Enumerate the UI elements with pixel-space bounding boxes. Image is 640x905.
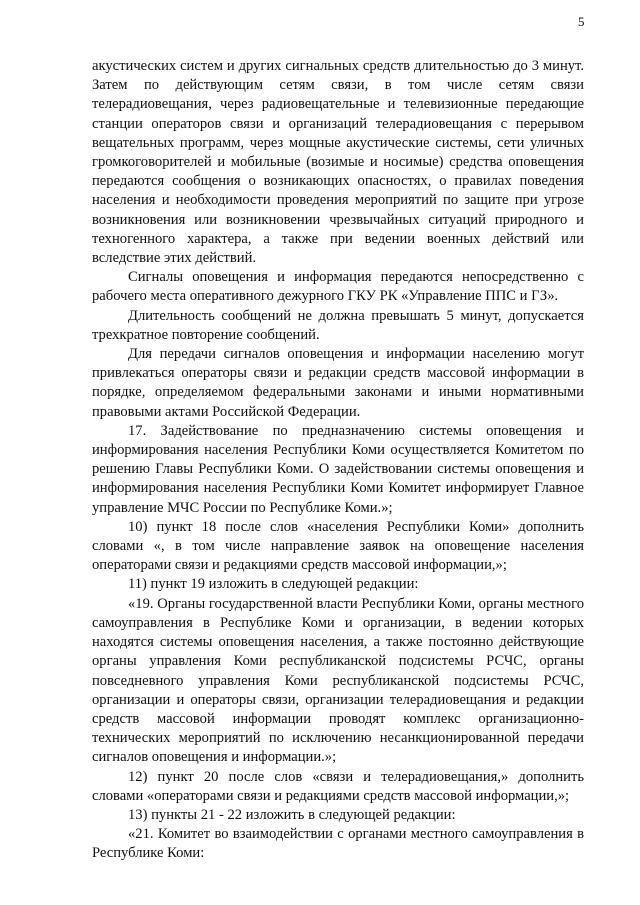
paragraph-amendment-13: 13) пункты 21 - 22 изложить в следующей редакции: xyxy=(128,806,456,823)
paragraph-amendment-11: 11) пункт 19 изложить в следующей редакции: xyxy=(128,576,419,593)
paragraph-item-19: «19. Органы государственной власти Республики Коми, органы местного самоуправления в Республике Коми и организации, в ведении которых находятся системы оповещения населения, а также постоянно действующие органы управления Коми республиканской подсистемы РСЧС, органы повседневного управления Коми республиканской подсистемы РСЧС, организации и операторы связи, организации телерадиовещания и редакции средств массовой информации проводят комплекс организационно-технических мероприятий по исключению несанкционированной передачи сигналов оповещения и информации.»; xyxy=(92,595,584,766)
paragraph-continuation: акустических систем и других сигнальных средств длительностью до 3 минут. Затем по действующим сетям связи, в том числе сетям связи телерадиовещания, через радиовещательные и телевизионные передающие станции операторов связи и организаций телерадиовещания с перерывом вещательных программ, через мощные акустические системы, сети уличных громкоговорителей и мобильные (возимые и носимые) средства оповещения передаются сообщения о возникающих опасностях, о правилах поведения населения и необходимости проведения мероприятий по защите при угрозе возникновения или возникновении чрезвычайных ситуаций природного и техногенного характера, а также при ведении военных действий или вследствие этих действий. xyxy=(92,58,584,267)
paragraph-signals: Сигналы оповещения и информация передаются непосредственно с рабочего места оперативного дежурного ГКУ РК «Управление ППС и ГЗ». xyxy=(92,269,584,305)
paragraph-operators: Для передачи сигналов оповещения и информации населению могут привлекаться операторы связи и редакции средств массовой информации в порядке, определяемом федеральными законами и иными нормативными правовыми актами Российской Федерации. xyxy=(92,346,584,420)
document-body xyxy=(92,57,584,864)
paragraph-amendment-12: 12) пункт 20 после слов «связи и телерадиовещания,» дополнить словами «операторами связи и редакциями средств массовой информации,»; xyxy=(92,768,584,804)
paragraph-item-21: «21. Комитет во взаимодействии с органами местного самоуправления в Республике Коми: xyxy=(92,826,584,862)
paragraph-duration: Длительность сообщений не должна превышать 5 минут, допускается трехкратное повторение сообщений. xyxy=(92,307,584,343)
paragraph-item-17: 17. Задействование по предназначению системы оповещения и информирования населения Республики Коми осуществляется Комитетом по решению Главы Республики Коми. О задействовании системы оповещения и информирования населения Республики Коми Комитет информирует Главное управление МЧС России по Республике Коми.»; xyxy=(92,422,584,516)
paragraph-amendment-10: 10) пункт 18 после слов «населения Республики Коми» дополнить словами «, в том числе направление заявок на оповещение населения операторами связи и редакциями средств массовой информации,»; xyxy=(92,518,584,574)
page-number: 5 xyxy=(578,14,585,29)
